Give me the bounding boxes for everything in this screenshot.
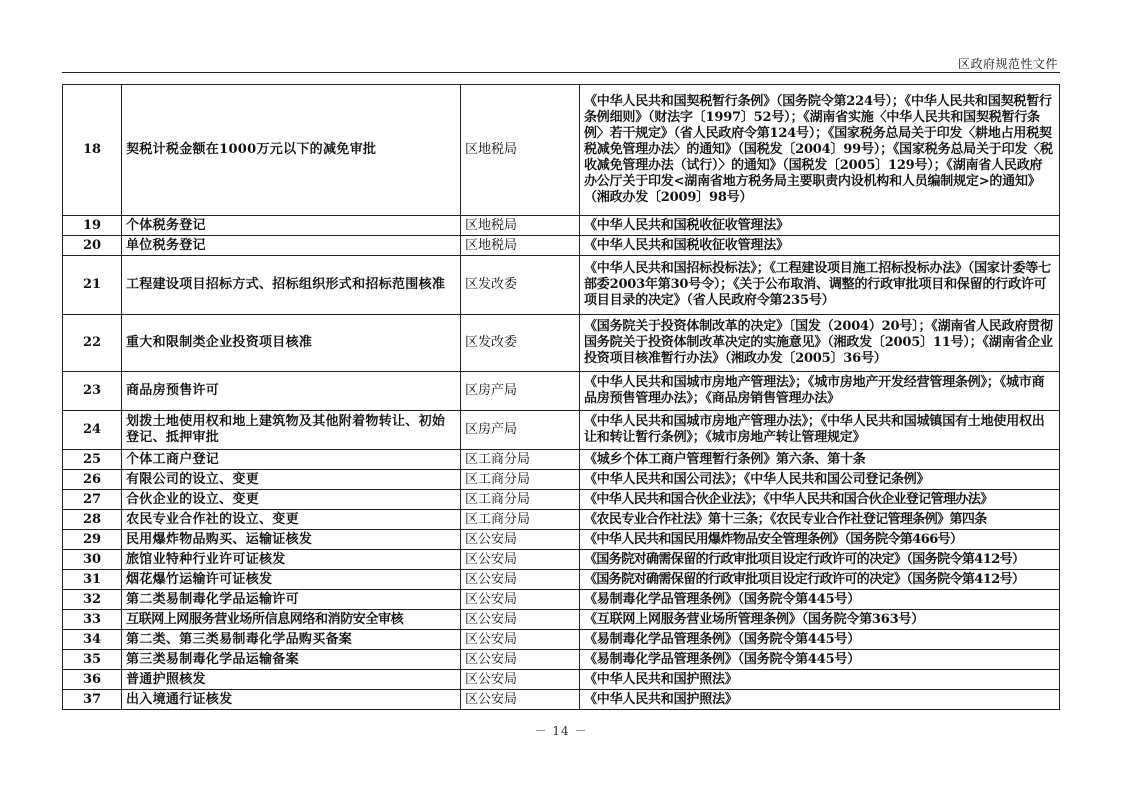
item-name: 农民专业合作社的设立、变更 bbox=[122, 510, 461, 530]
table-row bbox=[63, 650, 1060, 670]
table-row bbox=[63, 610, 1060, 630]
legal-basis: 《中华人民共和国护照法》 bbox=[580, 670, 1060, 690]
table-row bbox=[63, 490, 1060, 510]
department: 区地税局 bbox=[461, 236, 580, 256]
table-row bbox=[63, 372, 1060, 411]
row-number: 26 bbox=[63, 470, 122, 490]
table-row bbox=[63, 670, 1060, 690]
department: 区工商分局 bbox=[461, 510, 580, 530]
row-number: 33 bbox=[63, 610, 122, 630]
item-name: 工程建设项目招标方式、招标组织形式和招标范围核准 bbox=[122, 256, 461, 315]
item-name: 个体工商户登记 bbox=[122, 450, 461, 470]
department: 区公安局 bbox=[461, 650, 580, 670]
legal-basis: 《国务院关于投资体制改革的决定》〔国发（2004）20号〕；《湖南省人民政府贯彻国务院关于投资体制改革决定的实施意见》（湘政发〔2005〕11号）；《湖南省企业投资项目核准暂行办法》（湘政办发〔2005〕36号） bbox=[580, 315, 1060, 372]
legal-basis: 《国务院对确需保留的行政审批项目设定行政许可的决定》（国务院令第412号） bbox=[580, 550, 1060, 570]
legal-basis: 《城乡个体工商户管理暂行条例》第六条、第十条 bbox=[580, 450, 1060, 470]
item-name: 出入境通行证核发 bbox=[122, 690, 461, 710]
legal-basis: 《中华人民共和国民用爆炸物品安全管理条例》（国务院令第466号） bbox=[580, 530, 1060, 550]
table-row bbox=[63, 256, 1060, 315]
department: 区公安局 bbox=[461, 690, 580, 710]
page-number: － 14 － bbox=[534, 724, 588, 738]
item-name: 第二类、第三类易制毒化学品购买备案 bbox=[122, 630, 461, 650]
item-name: 旅馆业特种行业许可证核发 bbox=[122, 550, 461, 570]
item-name: 普通护照核发 bbox=[122, 670, 461, 690]
legal-basis: 《农民专业合作社法》第十三条；《农民专业合作社登记管理条例》第四条 bbox=[580, 510, 1060, 530]
row-number: 22 bbox=[63, 315, 122, 372]
row-number: 24 bbox=[63, 411, 122, 450]
department: 区发改委 bbox=[461, 256, 580, 315]
document-header-title: 区政府规范性文件 bbox=[957, 57, 1058, 71]
row-number: 25 bbox=[63, 450, 122, 470]
legal-basis: 《易制毒化学品管理条例》（国务院令第445号） bbox=[580, 590, 1060, 610]
row-number: 21 bbox=[63, 256, 122, 315]
table-row bbox=[63, 630, 1060, 650]
row-number: 29 bbox=[63, 530, 122, 550]
table-row bbox=[63, 530, 1060, 550]
table-row bbox=[63, 236, 1060, 256]
item-name: 商品房预售许可 bbox=[122, 372, 461, 411]
legal-basis: 《中华人民共和国公司法》；《中华人民共和国公司登记条例》 bbox=[580, 470, 1060, 490]
legal-basis: 《中华人民共和国城市房地产管理办法》；《中华人民共和国城镇国有土地使用权出让和转让暂行条例》；《城市房地产转让管理规定》 bbox=[580, 411, 1060, 450]
table-row bbox=[63, 450, 1060, 470]
item-name: 烟花爆竹运输许可证核发 bbox=[122, 570, 461, 590]
item-name: 划拨土地使用权和地上建筑物及其他附着物转让、初始登记、抵押审批 bbox=[122, 411, 461, 450]
item-name: 单位税务登记 bbox=[122, 236, 461, 256]
table-row bbox=[63, 590, 1060, 610]
item-name: 第三类易制毒化学品运输备案 bbox=[122, 650, 461, 670]
department: 区地税局 bbox=[461, 216, 580, 236]
table-row bbox=[63, 470, 1060, 490]
row-number: 28 bbox=[63, 510, 122, 530]
legal-basis: 《易制毒化学品管理条例》（国务院令第445号） bbox=[580, 650, 1060, 670]
item-name: 民用爆炸物品购买、运输证核发 bbox=[122, 530, 461, 550]
legal-basis: 《易制毒化学品管理条例》（国务院令第445号） bbox=[580, 630, 1060, 650]
table-row bbox=[63, 690, 1060, 710]
row-number: 31 bbox=[63, 570, 122, 590]
table-row bbox=[63, 510, 1060, 530]
department: 区房产局 bbox=[461, 411, 580, 450]
item-name: 契税计税金额在1000万元以下的减免审批 bbox=[122, 85, 461, 216]
legal-basis: 《中华人民共和国护照法》 bbox=[580, 690, 1060, 710]
table-row bbox=[63, 315, 1060, 372]
legal-basis: 《国务院对确需保留的行政审批项目设定行政许可的决定》（国务院令第412号） bbox=[580, 570, 1060, 590]
row-number: 32 bbox=[63, 590, 122, 610]
legal-basis: 《中华人民共和国招标投标法》；《工程建设项目施工招标投标办法》（国家计委等七部委2003年第30号令）；《关于公布取消、调整的行政审批项目和保留的行政许可项目目录的决定》（省人民政府令第235号） bbox=[580, 256, 1060, 315]
legal-basis: 《中华人民共和国契税暂行条例》（国务院令第224号）；《中华人民共和国契税暂行条例细则》（财法字〔1997〕52号）；《湖南省实施〈中华人民共和国契税暂行条例〉若干规定》（省人民政府令第124号）；《国家税务总局关于印发〈耕地占用税契税减免管理办法〉的通知》（国税发〔2004〕99号）；《国家税务总局关于印发〈税收减免管理办法（试行）〉的通知》（国税发〔2005〕129号）；《湖南省人民政府办公厅关于印发<湖南省地方税务局主要职责内设机构和人员编制规定>的通知》（湘政办发〔2009〕98号） bbox=[580, 85, 1060, 216]
department: 区公安局 bbox=[461, 630, 580, 650]
item-name: 合伙企业的设立、变更 bbox=[122, 490, 461, 510]
department: 区公安局 bbox=[461, 530, 580, 550]
department: 区发改委 bbox=[461, 315, 580, 372]
row-number: 37 bbox=[63, 690, 122, 710]
item-name: 第二类易制毒化学品运输许可 bbox=[122, 590, 461, 610]
row-number: 35 bbox=[63, 650, 122, 670]
row-number: 36 bbox=[63, 670, 122, 690]
department: 区公安局 bbox=[461, 550, 580, 570]
row-number: 27 bbox=[63, 490, 122, 510]
legal-basis: 《中华人民共和国合伙企业法》；《中华人民共和国合伙企业登记管理办法》 bbox=[580, 490, 1060, 510]
approval-items-table bbox=[62, 84, 1060, 710]
table-row bbox=[63, 85, 1060, 216]
item-name: 互联网上网服务营业场所信息网络和消防安全审核 bbox=[122, 610, 461, 630]
department: 区公安局 bbox=[461, 670, 580, 690]
row-number: 19 bbox=[63, 216, 122, 236]
department: 区工商分局 bbox=[461, 490, 580, 510]
row-number: 23 bbox=[63, 372, 122, 411]
department: 区公安局 bbox=[461, 570, 580, 590]
table-row bbox=[63, 216, 1060, 236]
item-name: 个体税务登记 bbox=[122, 216, 461, 236]
row-number: 18 bbox=[63, 85, 122, 216]
department: 区公安局 bbox=[461, 610, 580, 630]
legal-basis: 《中华人民共和国城市房地产管理法》；《城市房地产开发经营管理条例》；《城市商品房预售管理办法》；《商品房销售管理办法》 bbox=[580, 372, 1060, 411]
legal-basis: 《互联网上网服务营业场所管理条例》（国务院令第363号） bbox=[580, 610, 1060, 630]
department: 区工商分局 bbox=[461, 450, 580, 470]
row-number: 20 bbox=[63, 236, 122, 256]
legal-basis: 《中华人民共和国税收征收管理法》 bbox=[580, 216, 1060, 236]
table-row bbox=[63, 570, 1060, 590]
legal-basis: 《中华人民共和国税收征收管理法》 bbox=[580, 236, 1060, 256]
department: 区工商分局 bbox=[461, 470, 580, 490]
item-name: 有限公司的设立、变更 bbox=[122, 470, 461, 490]
item-name: 重大和限制类企业投资项目核准 bbox=[122, 315, 461, 372]
row-number: 30 bbox=[63, 550, 122, 570]
header-divider bbox=[62, 72, 1060, 73]
department: 区公安局 bbox=[461, 590, 580, 610]
table-row bbox=[63, 550, 1060, 570]
department: 区房产局 bbox=[461, 372, 580, 411]
table-row bbox=[63, 411, 1060, 450]
department: 区地税局 bbox=[461, 85, 580, 216]
row-number: 34 bbox=[63, 630, 122, 650]
